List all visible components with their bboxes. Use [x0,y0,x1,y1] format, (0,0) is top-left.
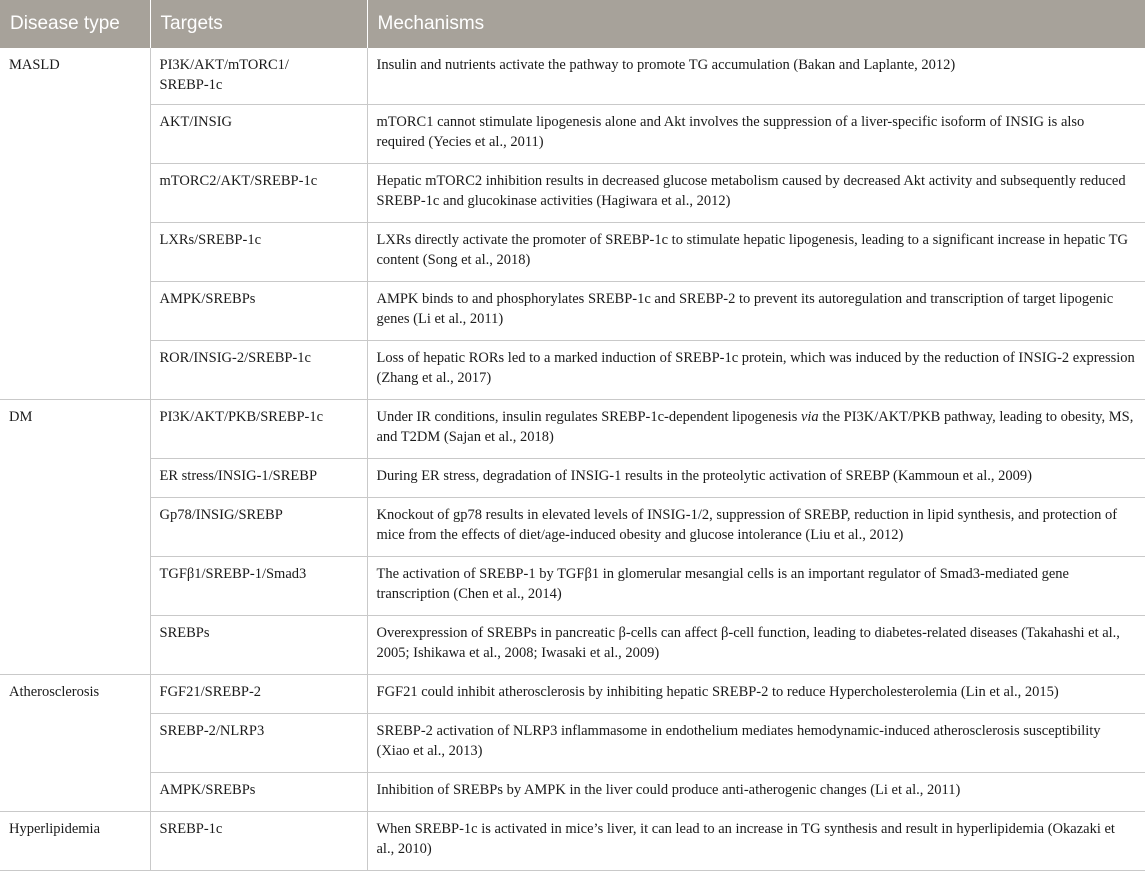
mechanism-text: The activation of SREBP-1 by TGFβ1 in glomerular mesangial cells is an important regulator of Smad3-mediated gene transcription (Chen et al., 2014) [376,565,1069,602]
target-cell: ROR/INSIG-2/SREBP-1c [150,340,367,399]
table-row [0,163,1145,222]
disease-type-cell: MASLD [0,48,150,104]
mechanism-text: Loss of hepatic RORs led to a marked induction of SREBP-1c protein, which was induced by the reduction of INSIG-2 expression (Zhang et al., 2017) [376,349,1135,386]
header-mechanisms: Mechanisms [367,0,1145,48]
table-row [0,497,1145,556]
mechanism-cell [367,811,1145,870]
disease-type-cell: Atherosclerosis [0,674,150,713]
table-row [0,340,1145,399]
mechanism-text: Insulin and nutrients activate the pathway to promote TG accumulation (Bakan and Laplante, 2012) [376,57,956,73]
disease-type-cell [0,772,150,811]
mechanism-cell [367,772,1145,811]
mechanism-cell [367,222,1145,281]
table-row [0,458,1145,497]
mechanism-cell [367,48,1145,104]
target-cell: SREBP-2/NLRP3 [150,713,367,772]
table-body [0,48,1145,870]
mechanism-text: Overexpression of SREBPs in pancreatic β-cells can affect β-cell function, leading to diabetes-related diseases (Takahashi et al., 2005; Ishikawa et al., 2008; Iwasaki et al., 2009) [376,624,1120,661]
mechanism-cell [367,713,1145,772]
table-row [0,615,1145,674]
target-cell: AKT/INSIG [150,104,367,163]
mechanism-cell [367,340,1145,399]
target-cell: TGFβ1/SREBP-1/Smad3 [150,556,367,615]
disease-type-cell [0,497,150,556]
target-cell: Gp78/INSIG/SREBP [150,497,367,556]
target-cell: PI3K/AKT/PKB/SREBP-1c [150,399,367,458]
table-row [0,556,1145,615]
table-row [0,811,1145,870]
mechanism-cell [367,458,1145,497]
mechanism-text: mTORC1 cannot stimulate lipogenesis alone and Akt involves the suppression of a liver-specific isoform of INSIG is also required (Yecies et al., 2011) [376,113,1085,150]
disease-type-cell [0,615,150,674]
mechanism-cell [367,399,1145,458]
target-cell: AMPK/SREBPs [150,772,367,811]
mechanism-cell [367,615,1145,674]
disease-type-cell [0,281,150,340]
disease-type-cell [0,222,150,281]
target-cell: mTORC2/AKT/SREBP-1c [150,163,367,222]
target-cell: LXRs/SREBP-1c [150,222,367,281]
mechanism-text: AMPK binds to and phosphorylates SREBP-1c and SREBP-2 to prevent its autoregulation and transcription of target lipogenic genes (Li et al., 2011) [376,290,1114,327]
mechanism-cell [367,163,1145,222]
table-row [0,104,1145,163]
table-row [0,399,1145,458]
header-disease-type: Disease type [0,0,150,48]
mechanism-cell [367,556,1145,615]
mechanism-text: Under IR conditions, insulin regulates SREBP-1c-dependent lipogenesis [376,408,801,425]
disease-type-cell [0,104,150,163]
header-targets: Targets [150,0,367,48]
table-row [0,48,1145,104]
target-cell: FGF21/SREBP-2 [150,674,367,713]
table-row [0,281,1145,340]
disease-type-cell [0,458,150,497]
table-row [0,674,1145,713]
table-row [0,713,1145,772]
mechanism-text: Knockout of gp78 results in elevated levels of INSIG-1/2, suppression of SREBP, reduction in lipid synthesis, and protection of mice from the effects of diet/age-induced obesity and glucose intolerance (Liu et al., 2012) [376,506,1118,543]
table-row [0,772,1145,811]
mechanism-text: SREBP-2 activation of NLRP3 inflammasome in endothelium mediates hemodynamic-induced atherosclerosis susceptibility (Xiao et al., 2013) [376,722,1101,759]
target-cell: AMPK/SREBPs [150,281,367,340]
target-cell: SREBP-1c [150,811,367,870]
mechanism-text: During ER stress, degradation of INSIG-1 results in the proteolytic activation of SREBP (Kammoun et al., 2009) [376,467,1032,484]
mechanism-text: LXRs directly activate the promoter of SREBP-1c to stimulate hepatic lipogenesis, leading to a significant increase in hepatic TG content (Song et al., 2018) [376,231,1129,268]
mechanism-text-continued: the PI3K/AKT/PKB pathway, leading to obesity, MS, and T2DM (Sajan et al., 2018) [376,408,1134,445]
mechanism-cell [367,281,1145,340]
mechanism-italic-text: via [800,408,819,425]
disease-type-cell: Hyperlipidemia [0,811,150,870]
table-row [0,222,1145,281]
target-cell: PI3K/AKT/mTORC1/ SREBP-1c [150,48,367,104]
disease-type-cell [0,713,150,772]
mechanism-text: FGF21 could inhibit atherosclerosis by inhibiting hepatic SREBP-2 to reduce Hypercholesterolemia (Lin et al., 2015) [376,683,1059,700]
disease-type-cell [0,163,150,222]
mechanism-cell [367,674,1145,713]
disease-type-cell [0,556,150,615]
mechanism-cell [367,104,1145,163]
mechanism-text: Inhibition of SREBPs by AMPK in the liver could produce anti-atherogenic changes (Li et al., 2011) [376,781,961,798]
target-cell: ER stress/INSIG-1/SREBP [150,458,367,497]
disease-type-cell [0,340,150,399]
disease-type-cell: DM [0,399,150,458]
mechanism-cell [367,497,1145,556]
mechanism-text: Hepatic mTORC2 inhibition results in decreased glucose metabolism caused by decreased Akt activity and subsequently reduced SREBP-1c and glucokinase activities (Hagiwara et al., 2012) [376,172,1126,209]
table-header [0,0,1145,48]
mechanism-text: When SREBP-1c is activated in mice’s liver, it can lead to an increase in TG synthesis and result in hyperlipidemia (Okazaki et al., 2010) [376,820,1115,857]
target-cell: SREBPs [150,615,367,674]
